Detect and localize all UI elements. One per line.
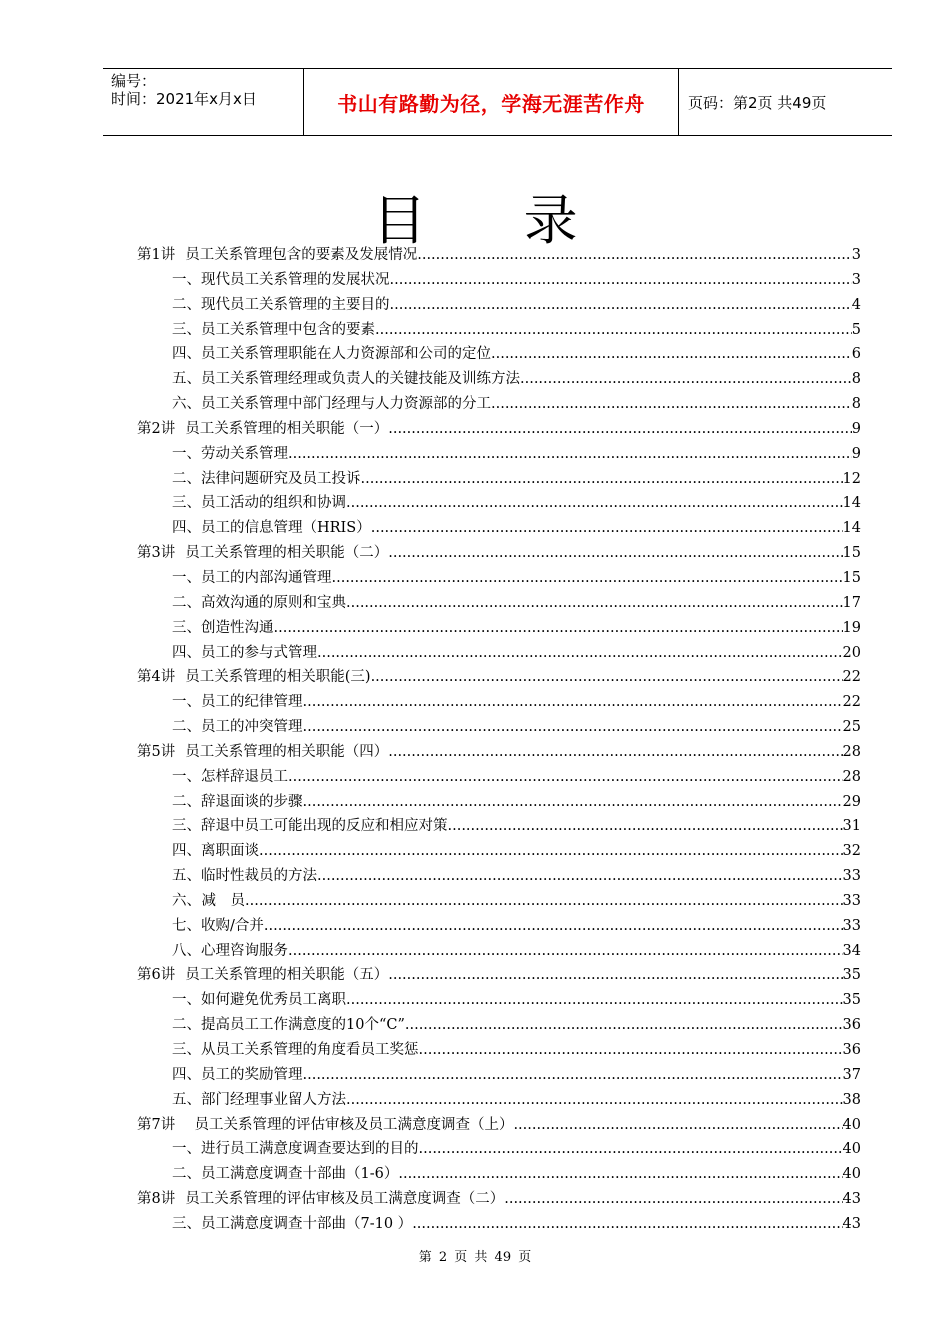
- toc-entry-page: 17: [842, 594, 861, 611]
- toc-entry[interactable]: [137, 740, 861, 765]
- toc-entry-title: 现代员工关系管理的发展状况: [201, 271, 390, 288]
- toc-leader-dots: [317, 641, 843, 666]
- toc-entry-title: 法律问题研究及员工投诉: [201, 470, 361, 487]
- toc-leader-dots: [288, 939, 843, 964]
- toc-entry[interactable]: [137, 1212, 861, 1237]
- toc-leader-dots: [303, 690, 843, 715]
- toc-entry-number: 三、: [172, 818, 201, 835]
- toc-entry-page: 35: [842, 992, 861, 1009]
- toc-entry[interactable]: [137, 591, 861, 616]
- header-motto-cell: [303, 69, 679, 135]
- toc-leader-dots: [288, 765, 843, 790]
- toc-leader-dots: [264, 914, 843, 939]
- toc-leader-dots: [375, 318, 852, 343]
- toc-entry[interactable]: [137, 790, 861, 815]
- toc-entry-page: 40: [842, 1166, 861, 1183]
- toc-entry[interactable]: [137, 1162, 861, 1187]
- header-meta: [103, 69, 303, 135]
- toc-entry-title: 辞退中员工可能出现的反应和相应对策: [201, 818, 448, 835]
- page-header: [103, 68, 892, 136]
- toc-entry-number: 第4讲: [137, 669, 176, 686]
- toc-entry-title: 现代员工关系管理的主要目的: [201, 296, 390, 313]
- toc-entry-number: 二、: [172, 470, 201, 487]
- toc-entry[interactable]: [137, 715, 861, 740]
- toc-entry[interactable]: [137, 889, 861, 914]
- toc-entry-title: 员工关系管理包含的要素及发展情况: [185, 247, 418, 263]
- toc-entry-title: 员工关系管理中包含的要素: [201, 321, 375, 338]
- toc-leader-dots: [317, 864, 843, 889]
- toc-entry-title: 从员工关系管理的角度看员工奖惩: [201, 1042, 419, 1058]
- toc-entry-title: 员工关系管理的相关职能(三): [185, 669, 371, 686]
- toc-entry[interactable]: [137, 988, 861, 1013]
- toc-entry-number: 二、: [172, 719, 201, 736]
- toc-entry-page: 14: [842, 495, 861, 512]
- toc-entry-page: 29: [842, 793, 861, 810]
- table-of-contents: [137, 243, 861, 1237]
- toc-entry-page: 43: [842, 1191, 861, 1208]
- toc-leader-dots: [491, 342, 852, 367]
- toc-entry-number: 三、: [172, 1215, 201, 1232]
- toc-entry-page: 14: [842, 520, 861, 537]
- toc-entry-number: 三、: [172, 619, 201, 636]
- toc-entry-page: 3: [851, 271, 861, 288]
- toc-entry[interactable]: [137, 491, 861, 516]
- toc-leader-dots: [388, 541, 842, 566]
- toc-entry-page: 8: [851, 396, 861, 413]
- toc-entry-page: 43: [842, 1215, 861, 1232]
- toc-entry-page: 28: [842, 768, 861, 785]
- toc-entry[interactable]: [137, 1013, 861, 1038]
- toc-entry-title: 提高员工工作满意度的10个“C”: [201, 1017, 405, 1034]
- toc-entry-title: 心理咨询服务: [201, 942, 288, 959]
- page-footer: 第 2 页 共 49 页: [418, 1250, 532, 1265]
- toc-entry-page: 33: [842, 868, 861, 885]
- header-page-cell: [678, 69, 892, 135]
- toc-entry[interactable]: [137, 690, 861, 715]
- toc-entry[interactable]: [137, 616, 861, 641]
- toc-entry-page: 5: [851, 321, 861, 338]
- toc-leader-dots: [388, 963, 842, 988]
- toc-entry-title: 如何避免优秀员工离职: [201, 992, 346, 1009]
- toc-entry-number: 六、: [172, 892, 201, 909]
- toc-entry-page: 6: [851, 346, 861, 363]
- toc-entry-title: 员工关系管理的相关职能（一）: [185, 420, 389, 437]
- toc-leader-dots: [405, 1013, 843, 1038]
- toc-entry-title: 员工关系管理的评估审核及员工满意度调查（二）: [185, 1191, 505, 1208]
- toc-entry[interactable]: [137, 318, 861, 343]
- toc-leader-dots: [361, 467, 843, 492]
- time-label: 时间：2021年x月x日: [111, 90, 257, 108]
- toc-entry-number: 四、: [172, 1066, 201, 1083]
- toc-entry-number: 一、: [172, 992, 201, 1009]
- toc-entry-number: 一、: [172, 271, 201, 288]
- toc-entry-title: 员工关系管理的相关职能（四）: [185, 743, 389, 760]
- header-motto: 书山有路勤为径，学海无涯苦作舟: [337, 91, 645, 116]
- toc-leader-dots: [303, 715, 843, 740]
- toc-leader-dots: [419, 1137, 843, 1162]
- toc-entry[interactable]: [137, 1187, 861, 1212]
- toc-entry[interactable]: [137, 864, 861, 889]
- toc-entry-number: 三、: [172, 1042, 201, 1058]
- toc-entry[interactable]: [137, 1137, 861, 1162]
- toc-entry-title: 员工的奖励管理: [201, 1066, 303, 1083]
- toc-entry-title: 临时性裁员的方法: [201, 868, 317, 885]
- toc-entry[interactable]: [137, 665, 861, 690]
- toc-entry-number: 五、: [172, 868, 201, 885]
- toc-entry-title: 收购/合并: [201, 917, 264, 934]
- toc-entry[interactable]: [137, 814, 861, 839]
- toc-entry-number: 二、: [172, 1166, 201, 1183]
- toc-entry-page: 22: [842, 694, 861, 711]
- toc-entry-number: 第6讲: [137, 967, 176, 984]
- toc-entry-number: 三、: [172, 321, 201, 338]
- toc-entry-number: 四、: [172, 520, 201, 537]
- toc-entry-number: 五、: [172, 371, 201, 388]
- toc-entry-title: 部门经理事业留人方法: [201, 1091, 346, 1108]
- toc-leader-dots: [245, 889, 843, 914]
- toc-entry-title: 员工关系管理的相关职能（二）: [185, 545, 389, 562]
- toc-entry-title: 高效沟通的原则和宝典: [201, 594, 346, 611]
- toc-entry-number: 二、: [172, 296, 201, 313]
- toc-entry[interactable]: [137, 467, 861, 492]
- number-label: 编号：: [111, 72, 157, 90]
- toc-entry-number: 一、: [172, 569, 201, 586]
- toc-entry-number: 二、: [172, 793, 201, 810]
- toc-entry[interactable]: [137, 268, 861, 293]
- toc-entry-page: 31: [842, 818, 861, 835]
- toc-entry[interactable]: [137, 566, 861, 591]
- toc-leader-dots: [520, 367, 852, 392]
- toc-entry-page: 34: [842, 942, 861, 959]
- toc-entry-number: 五、: [172, 1091, 201, 1108]
- toc-entry-page: 9: [851, 420, 861, 437]
- toc-entry[interactable]: [137, 392, 861, 417]
- toc-entry-title: 劳动关系管理: [201, 445, 288, 462]
- toc-entry-page: 32: [842, 843, 861, 860]
- toc-entry-page: 40: [842, 1141, 861, 1158]
- toc-entry[interactable]: [137, 293, 861, 318]
- toc-entry-number: 六、: [172, 396, 201, 413]
- toc-entry-title: 员工的纪律管理: [201, 694, 303, 711]
- toc-entry-title: 进行员工满意度调查要达到的目的: [201, 1141, 419, 1158]
- toc-leader-dots: [388, 417, 852, 442]
- toc-entry-page: 37: [842, 1066, 861, 1083]
- toc-entry-title: 员工的冲突管理: [201, 719, 303, 736]
- toc-entry[interactable]: [137, 417, 861, 442]
- toc-entry[interactable]: [137, 765, 861, 790]
- toc-leader-dots: [346, 491, 843, 516]
- toc-entry-page: 28: [842, 743, 861, 760]
- toc-entry-number: 一、: [172, 1141, 201, 1158]
- toc-entry-page: 9: [851, 445, 861, 462]
- toc-entry-number: 第3讲: [137, 545, 176, 562]
- toc-entry-title: 减 员: [201, 892, 245, 909]
- toc-entry-page: 38: [842, 1091, 861, 1108]
- toc-entry-number: 三、: [172, 495, 201, 512]
- toc-entry[interactable]: [137, 1063, 861, 1088]
- toc-entry-title: 员工满意度调查十部曲（1-6）: [201, 1166, 399, 1183]
- toc-entry-page: 4: [851, 296, 861, 313]
- toc-leader-dots: [504, 1187, 842, 1212]
- toc-entry-number: 二、: [172, 1017, 201, 1034]
- toc-entry-number: 四、: [172, 843, 201, 860]
- toc-leader-dots: [303, 1063, 843, 1088]
- toc-entry-page: 15: [842, 545, 861, 562]
- toc-leader-dots: [346, 988, 843, 1013]
- toc-leader-dots: [303, 790, 843, 815]
- toc-entry-page: 36: [842, 1017, 861, 1034]
- toc-entry-page: 12: [842, 470, 861, 487]
- toc-entry[interactable]: [137, 1113, 861, 1138]
- toc-entry[interactable]: [137, 243, 861, 268]
- toc-entry-title: 员工关系管理中部门经理与人力资源部的分工: [201, 396, 491, 413]
- toc-entry-number: 一、: [172, 768, 201, 785]
- toc-entry-page: 35: [842, 967, 861, 984]
- toc-entry-number: 四、: [172, 644, 201, 661]
- toc-entry[interactable]: [137, 839, 861, 864]
- toc-entry-title: 员工的参与式管理: [201, 644, 317, 661]
- toc-entry-number: 第1讲: [137, 247, 176, 263]
- toc-entry-page: 25: [842, 719, 861, 736]
- toc-entry-page: 22: [842, 669, 861, 686]
- toc-entry-title: 员工的信息管理（HRIS）: [201, 520, 371, 537]
- toc-entry-page: 33: [842, 917, 861, 934]
- toc-entry-title: 员工活动的组织和协调: [201, 495, 346, 512]
- toc-leader-dots: [390, 268, 852, 293]
- toc-leader-dots: [288, 442, 852, 467]
- toc-leader-dots: [371, 665, 843, 690]
- toc-leader-dots: [371, 516, 843, 541]
- toc-entry-number: 第5讲: [137, 743, 176, 760]
- toc-entry-number: 一、: [172, 694, 201, 711]
- toc-entry-title: 创造性沟通: [201, 619, 274, 636]
- toc-entry-title: 员工关系管理的评估审核及员工满意度调查（上）: [185, 1116, 514, 1133]
- toc-leader-dots: [388, 740, 842, 765]
- toc-entry-title: 离职面谈: [201, 843, 259, 860]
- toc-leader-dots: [390, 293, 852, 318]
- toc-entry-page: 3: [851, 247, 861, 263]
- toc-leader-dots: [419, 1038, 843, 1063]
- toc-entry-title: 员工的内部沟通管理: [201, 569, 332, 586]
- toc-leader-dots: [412, 1212, 842, 1237]
- header-page-label: 页码：第2页 共49页: [688, 93, 827, 112]
- toc-leader-dots: [259, 839, 843, 864]
- toc-leader-dots: [346, 1088, 843, 1113]
- toc-entry-number: 第2讲: [137, 420, 176, 437]
- toc-entry-number: 一、: [172, 445, 201, 462]
- toc-entry[interactable]: [137, 1038, 861, 1063]
- toc-entry[interactable]: [137, 442, 861, 467]
- toc-entry-title: 员工关系管理的相关职能（五）: [185, 967, 389, 984]
- toc-entry-title: 员工关系管理经理或负责人的关键技能及训练方法: [201, 371, 520, 388]
- toc-entry-page: 20: [842, 644, 861, 661]
- toc-entry-title: 员工关系管理职能在人力资源部和公司的定位: [201, 346, 491, 363]
- toc-leader-dots: [448, 814, 843, 839]
- toc-entry-title: 怎样辞退员工: [201, 768, 288, 785]
- toc-entry-number: 二、: [172, 594, 201, 611]
- toc-leader-dots: [332, 566, 843, 591]
- toc-entry-page: 36: [842, 1042, 861, 1058]
- toc-entry-page: 15: [842, 569, 861, 586]
- toc-entry-page: 19: [842, 619, 861, 636]
- toc-entry-number: 第8讲: [137, 1191, 176, 1208]
- toc-entry[interactable]: [137, 641, 861, 666]
- toc-entry[interactable]: [137, 914, 861, 939]
- toc-entry[interactable]: [137, 342, 861, 367]
- toc-entry[interactable]: [137, 516, 861, 541]
- toc-leader-dots: [346, 591, 843, 616]
- toc-leader-dots: [398, 1162, 842, 1187]
- toc-entry[interactable]: [137, 1088, 861, 1113]
- toc-leader-dots: [417, 243, 852, 268]
- toc-entry[interactable]: [137, 963, 861, 988]
- toc-entry[interactable]: [137, 541, 861, 566]
- toc-entry-title: 辞退面谈的步骤: [201, 793, 303, 810]
- toc-entry[interactable]: [137, 939, 861, 964]
- toc-entry-page: 40: [842, 1116, 861, 1133]
- toc-leader-dots: [274, 616, 843, 641]
- toc-entry-page: 8: [851, 371, 861, 388]
- toc-entry-number: 第7讲: [137, 1116, 176, 1133]
- toc-entry-number: 四、: [172, 346, 201, 363]
- toc-entry-number: 八、: [172, 942, 201, 959]
- toc-leader-dots: [513, 1113, 842, 1138]
- toc-entry-page: 33: [842, 892, 861, 909]
- toc-entry-title: 员工满意度调查十部曲（7-10 ）: [201, 1215, 413, 1232]
- page-title: 目 录: [372, 189, 618, 252]
- toc-entry[interactable]: [137, 367, 861, 392]
- toc-entry-number: 七、: [172, 917, 201, 934]
- toc-leader-dots: [491, 392, 852, 417]
